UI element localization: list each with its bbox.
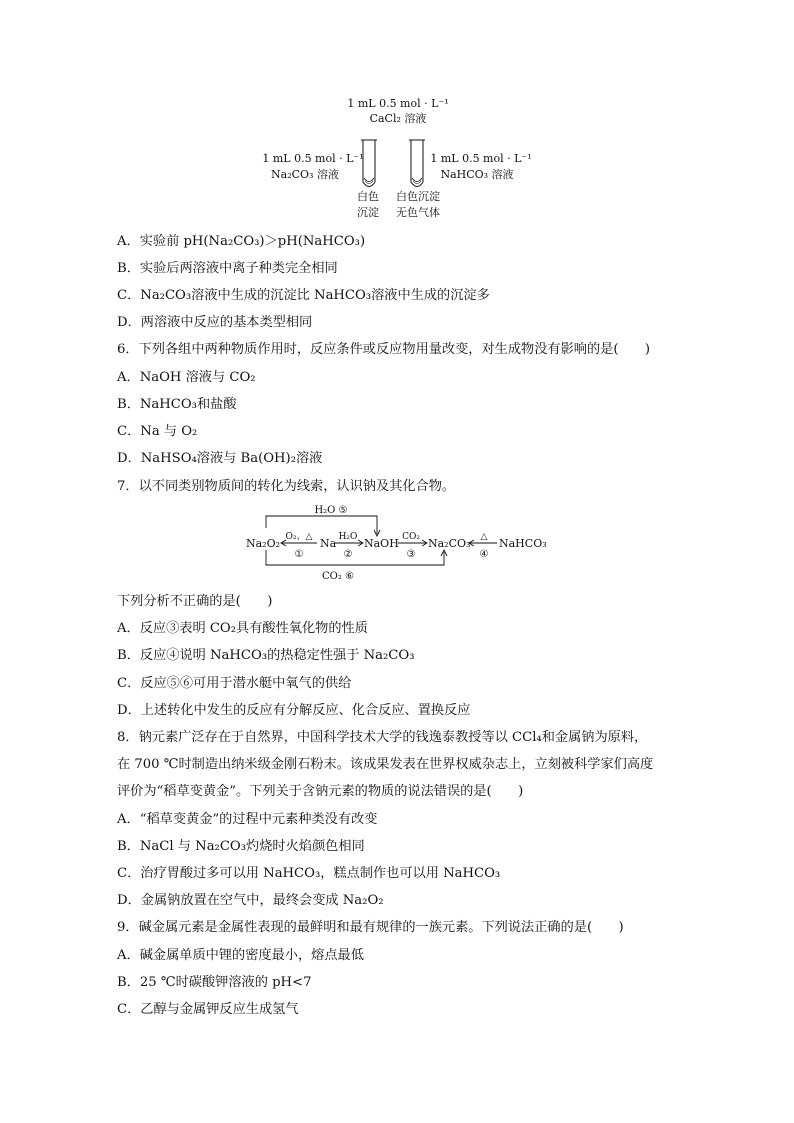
reaction4-condition: △ <box>480 532 488 542</box>
reaction5-label: H₂O ⑤ <box>314 505 348 516</box>
cacl2-solution: CaCl₂ 溶液 <box>369 112 427 125</box>
cacl2-concentration: 1 mL 0.5 mol · L⁻¹ <box>347 97 449 110</box>
reaction4-number: ④ <box>479 549 489 560</box>
left-result-line2: 沉淀 <box>357 206 379 219</box>
reaction1-number: ① <box>294 549 304 560</box>
q7-option-a: A．反应③表明 CO₂具有酸性氧化物的性质 <box>117 621 368 636</box>
q5-option-a: A．实验前 pH(Na₂CO₃)＞pH(NaHCO₃) <box>117 234 366 249</box>
reaction3-number: ③ <box>406 549 416 560</box>
right-result-line2: 无色气体 <box>396 206 440 219</box>
reaction1-condition: O₂、△ <box>285 532 313 542</box>
q9-option-c: C．乙醇与金属钾反应生成氢气 <box>117 1002 299 1017</box>
q9-option-a: A．碱金属单质中锂的密度最小，熔点最低 <box>117 948 364 963</box>
reaction3-condition: CO₂ <box>402 532 420 542</box>
left-test-tube <box>361 140 377 187</box>
q7-stem: 7．以不同类别物质间的转化为线索，认识钠及其化合物。 <box>117 479 456 494</box>
q6-stem: 6．下列各组中两种物质作用时，反应条件或反应物用量改变，对生成物没有影响的是( ) <box>117 342 650 357</box>
nahco3-solution: NaHCO₃ 溶液 <box>440 168 514 181</box>
nahco3-concentration: 1 mL 0.5 mol · L⁻¹ <box>430 152 532 165</box>
q7-option-b: B．反应④说明 NaHCO₃的热稳定性强于 Na₂CO₃ <box>117 648 415 663</box>
q8-stem-line1: 8．钠元素广泛存在于自然界，中国科学技术大学的钱逸泰教授等以 CCl₄和金属钠为原料， <box>117 730 648 745</box>
q6-option-a: A．NaOH 溶液与 CO₂ <box>117 370 256 385</box>
na2co3-concentration: 1 mL 0.5 mol · L⁻¹ <box>262 152 364 165</box>
q6-option-d: D．NaHSO₄溶液与 Ba(OH)₂溶液 <box>117 451 323 466</box>
sodium-conversion-scheme <box>240 502 560 584</box>
q7-option-c: C．反应⑤⑥可用于潜水艇中氧气的供给 <box>117 676 352 691</box>
species-na2o2: Na₂O₂ <box>246 537 281 550</box>
q8-option-b: B．NaCl 与 Na₂CO₃灼烧时火焰颜色相同 <box>117 839 365 854</box>
species-na2co3: Na₂CO₃ <box>428 537 471 550</box>
q9-option-b: B．25 ℃时碳酸钾溶液的 pH<7 <box>117 975 312 990</box>
q7-ask: 下列分析不正确的是( ) <box>117 594 273 609</box>
q5-option-c: C．Na₂CO₃溶液中生成的沉淀比 NaHCO₃溶液中生成的沉淀多 <box>117 288 490 303</box>
reaction2-condition: H₂O <box>338 532 358 542</box>
q6-option-b: B．NaHCO₃和盐酸 <box>117 397 237 412</box>
reaction6-label: CO₂ ⑥ <box>321 571 355 582</box>
q5-option-d: D．两溶液中反应的基本类型相同 <box>117 315 313 330</box>
q9-stem: 9．碱金属元素是金属性表现的最鲜明和最有规律的一族元素。下列说法正确的是( ) <box>117 920 624 935</box>
species-nahco3: NaHCO₃ <box>499 537 547 550</box>
q5-option-b: B．实验后两溶液中离子种类完全相同 <box>117 261 338 276</box>
right-result-line1: 白色沉淀 <box>396 190 440 203</box>
q6-option-c: C．Na 与 O₂ <box>117 424 198 439</box>
q8-option-a: A．“稻草变黄金”的过程中元素种类没有改变 <box>117 812 378 827</box>
q8-stem-line3: 评价为“稻草变黄金”。下列关于含钠元素的物质的说法错误的是( ) <box>117 784 524 799</box>
q8-stem-line2: 在 700 ℃时制造出纳米级金刚石粉末。该成果发表在世界权威杂志上，立刻被科学家们高度 <box>117 757 654 772</box>
q7-option-d: D．上述转化中发生的反应有分解反应、化合反应、置换反应 <box>117 703 471 718</box>
q8-option-d: D．金属钠放置在空气中，最终会变成 Na₂O₂ <box>117 893 384 908</box>
species-naoh: NaOH <box>364 537 399 550</box>
reaction2-number: ② <box>343 549 353 560</box>
test-tube-figure <box>255 92 545 222</box>
species-na: Na <box>320 537 337 550</box>
right-test-tube <box>409 140 425 187</box>
na2co3-solution: Na₂CO₃ 溶液 <box>271 168 339 181</box>
q8-option-c: C．治疗胃酸过多可以用 NaHCO₃，糕点制作也可以用 NaHCO₃ <box>117 866 501 881</box>
left-result-line1: 白色 <box>357 190 379 203</box>
